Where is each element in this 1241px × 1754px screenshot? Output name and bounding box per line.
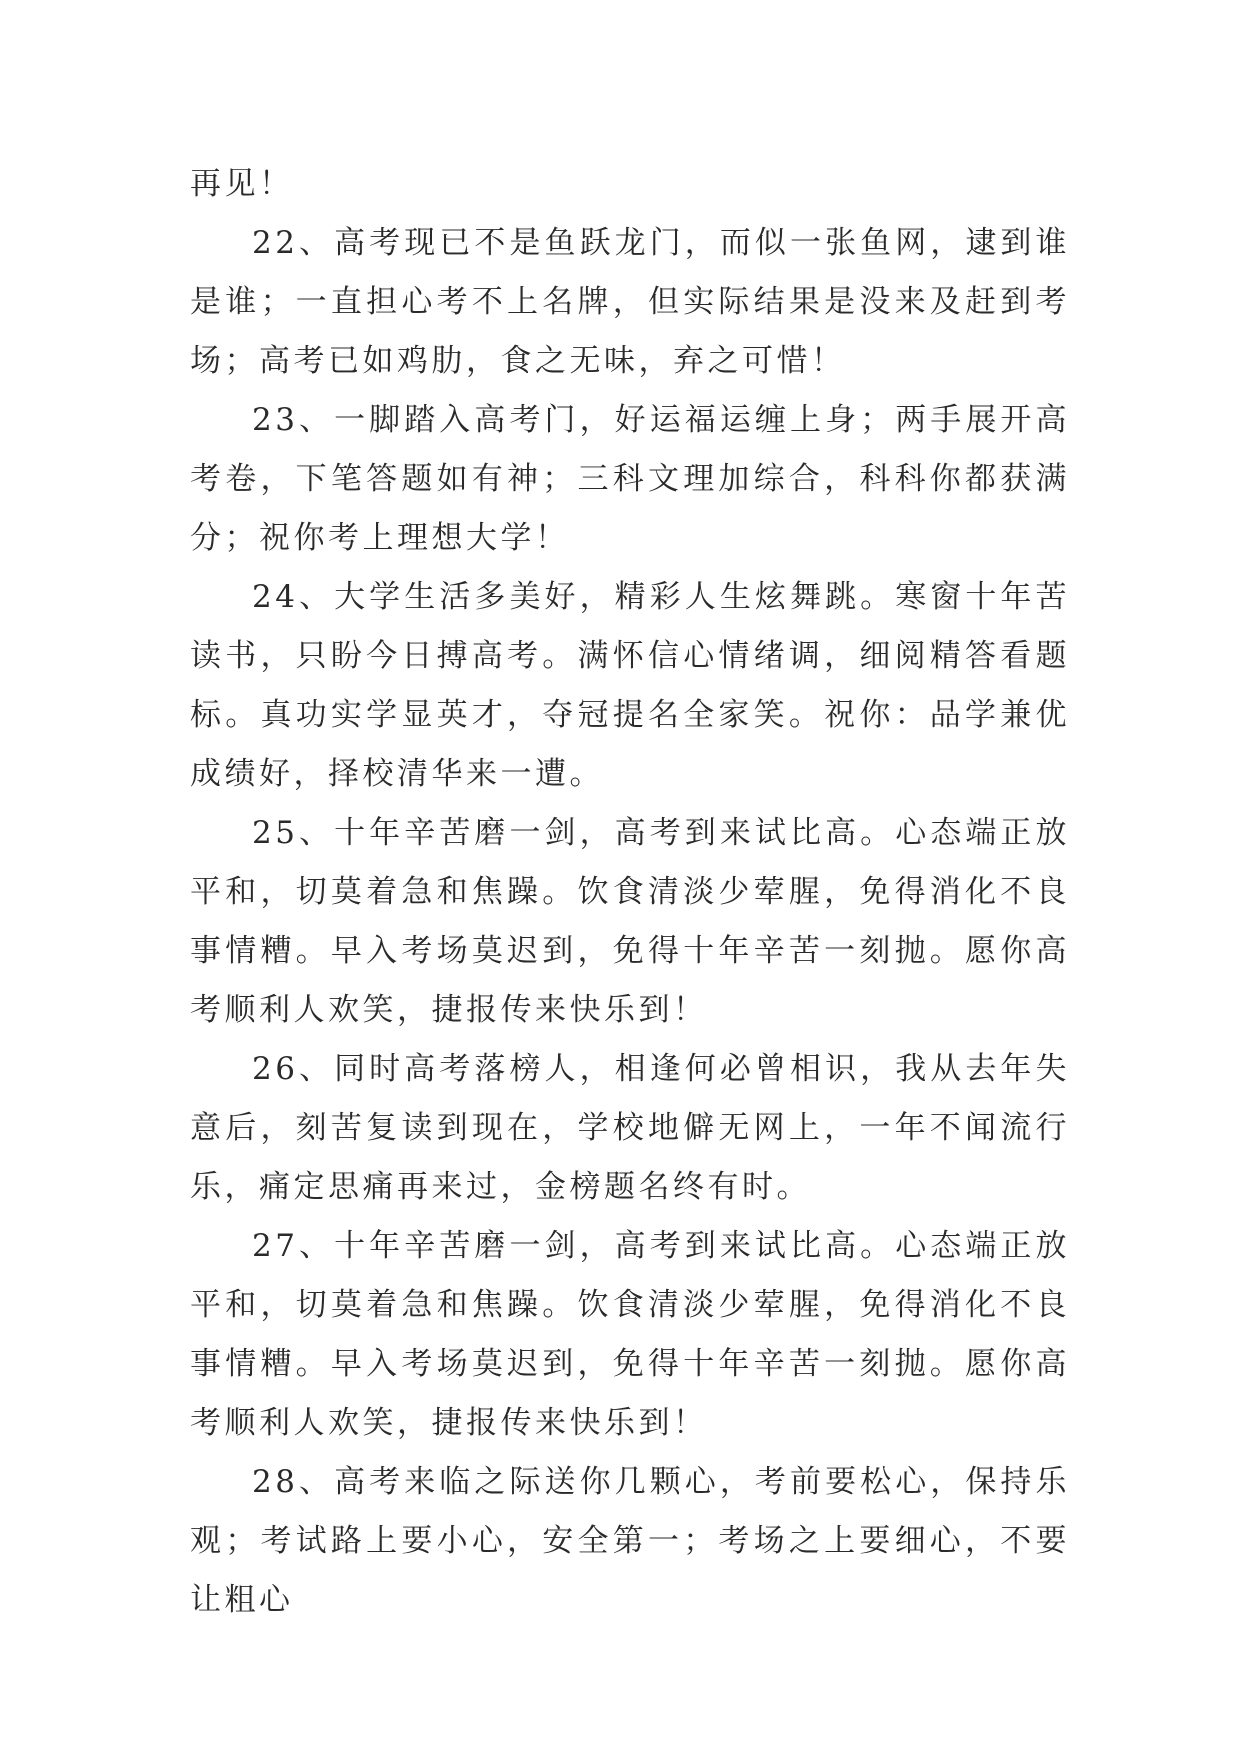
paragraph-23: 23、一脚踏入高考门，好运福运缠上身；两手展开高考卷，下笔答题如有神；三科文理加综合，科科你都获满分；祝你考上理想大学！: [190, 402, 1070, 556]
paragraph-26: 26、同时高考落榜人，相逢何必曾相识，我从去年失意后，刻苦复读到现在，学校地僻无网上，一年不闻流行乐，痛定思痛再来过，金榜题名终有时。: [190, 1051, 1070, 1205]
paragraph-27: 27、十年辛苦磨一剑，高考到来试比高。心态端正放平和，切莫着急和焦躁。饮食清淡少荤腥，免得消化不良事情糟。早入考场莫迟到，免得十年辛苦一刻抛。愿你高考顺利人欢笑，捷报传来快乐到！: [190, 1228, 1070, 1441]
paragraph-continuation: 再见！: [190, 166, 294, 202]
paragraph-22: 22、高考现已不是鱼跃龙门，而似一张鱼网，逮到谁是谁；一直担心考不上名牌，但实际结果是没来及赶到考场；高考已如鸡肋，食之无味，弃之可惜！: [190, 225, 1070, 379]
paragraph-28: 28、高考来临之际送你几颗心，考前要松心，保持乐观；考试路上要小心，安全第一；考场之上要细心，不要让粗心: [190, 1464, 1070, 1618]
paragraph-25: 25、十年辛苦磨一剑，高考到来试比高。心态端正放平和，切莫着急和焦躁。饮食清淡少荤腥，免得消化不良事情糟。早入考场莫迟到，免得十年辛苦一刻抛。愿你高考顺利人欢笑，捷报传来快乐到！: [190, 815, 1070, 1028]
document-body: [190, 155, 1070, 1630]
paragraph-24: 24、大学生活多美好，精彩人生炫舞跳。寒窗十年苦读书，只盼今日搏高考。满怀信心情绪调，细阅精答看题标。真功实学显英才，夺冠提名全家笑。祝你：品学兼优成绩好，择校清华来一遭。: [190, 579, 1070, 792]
